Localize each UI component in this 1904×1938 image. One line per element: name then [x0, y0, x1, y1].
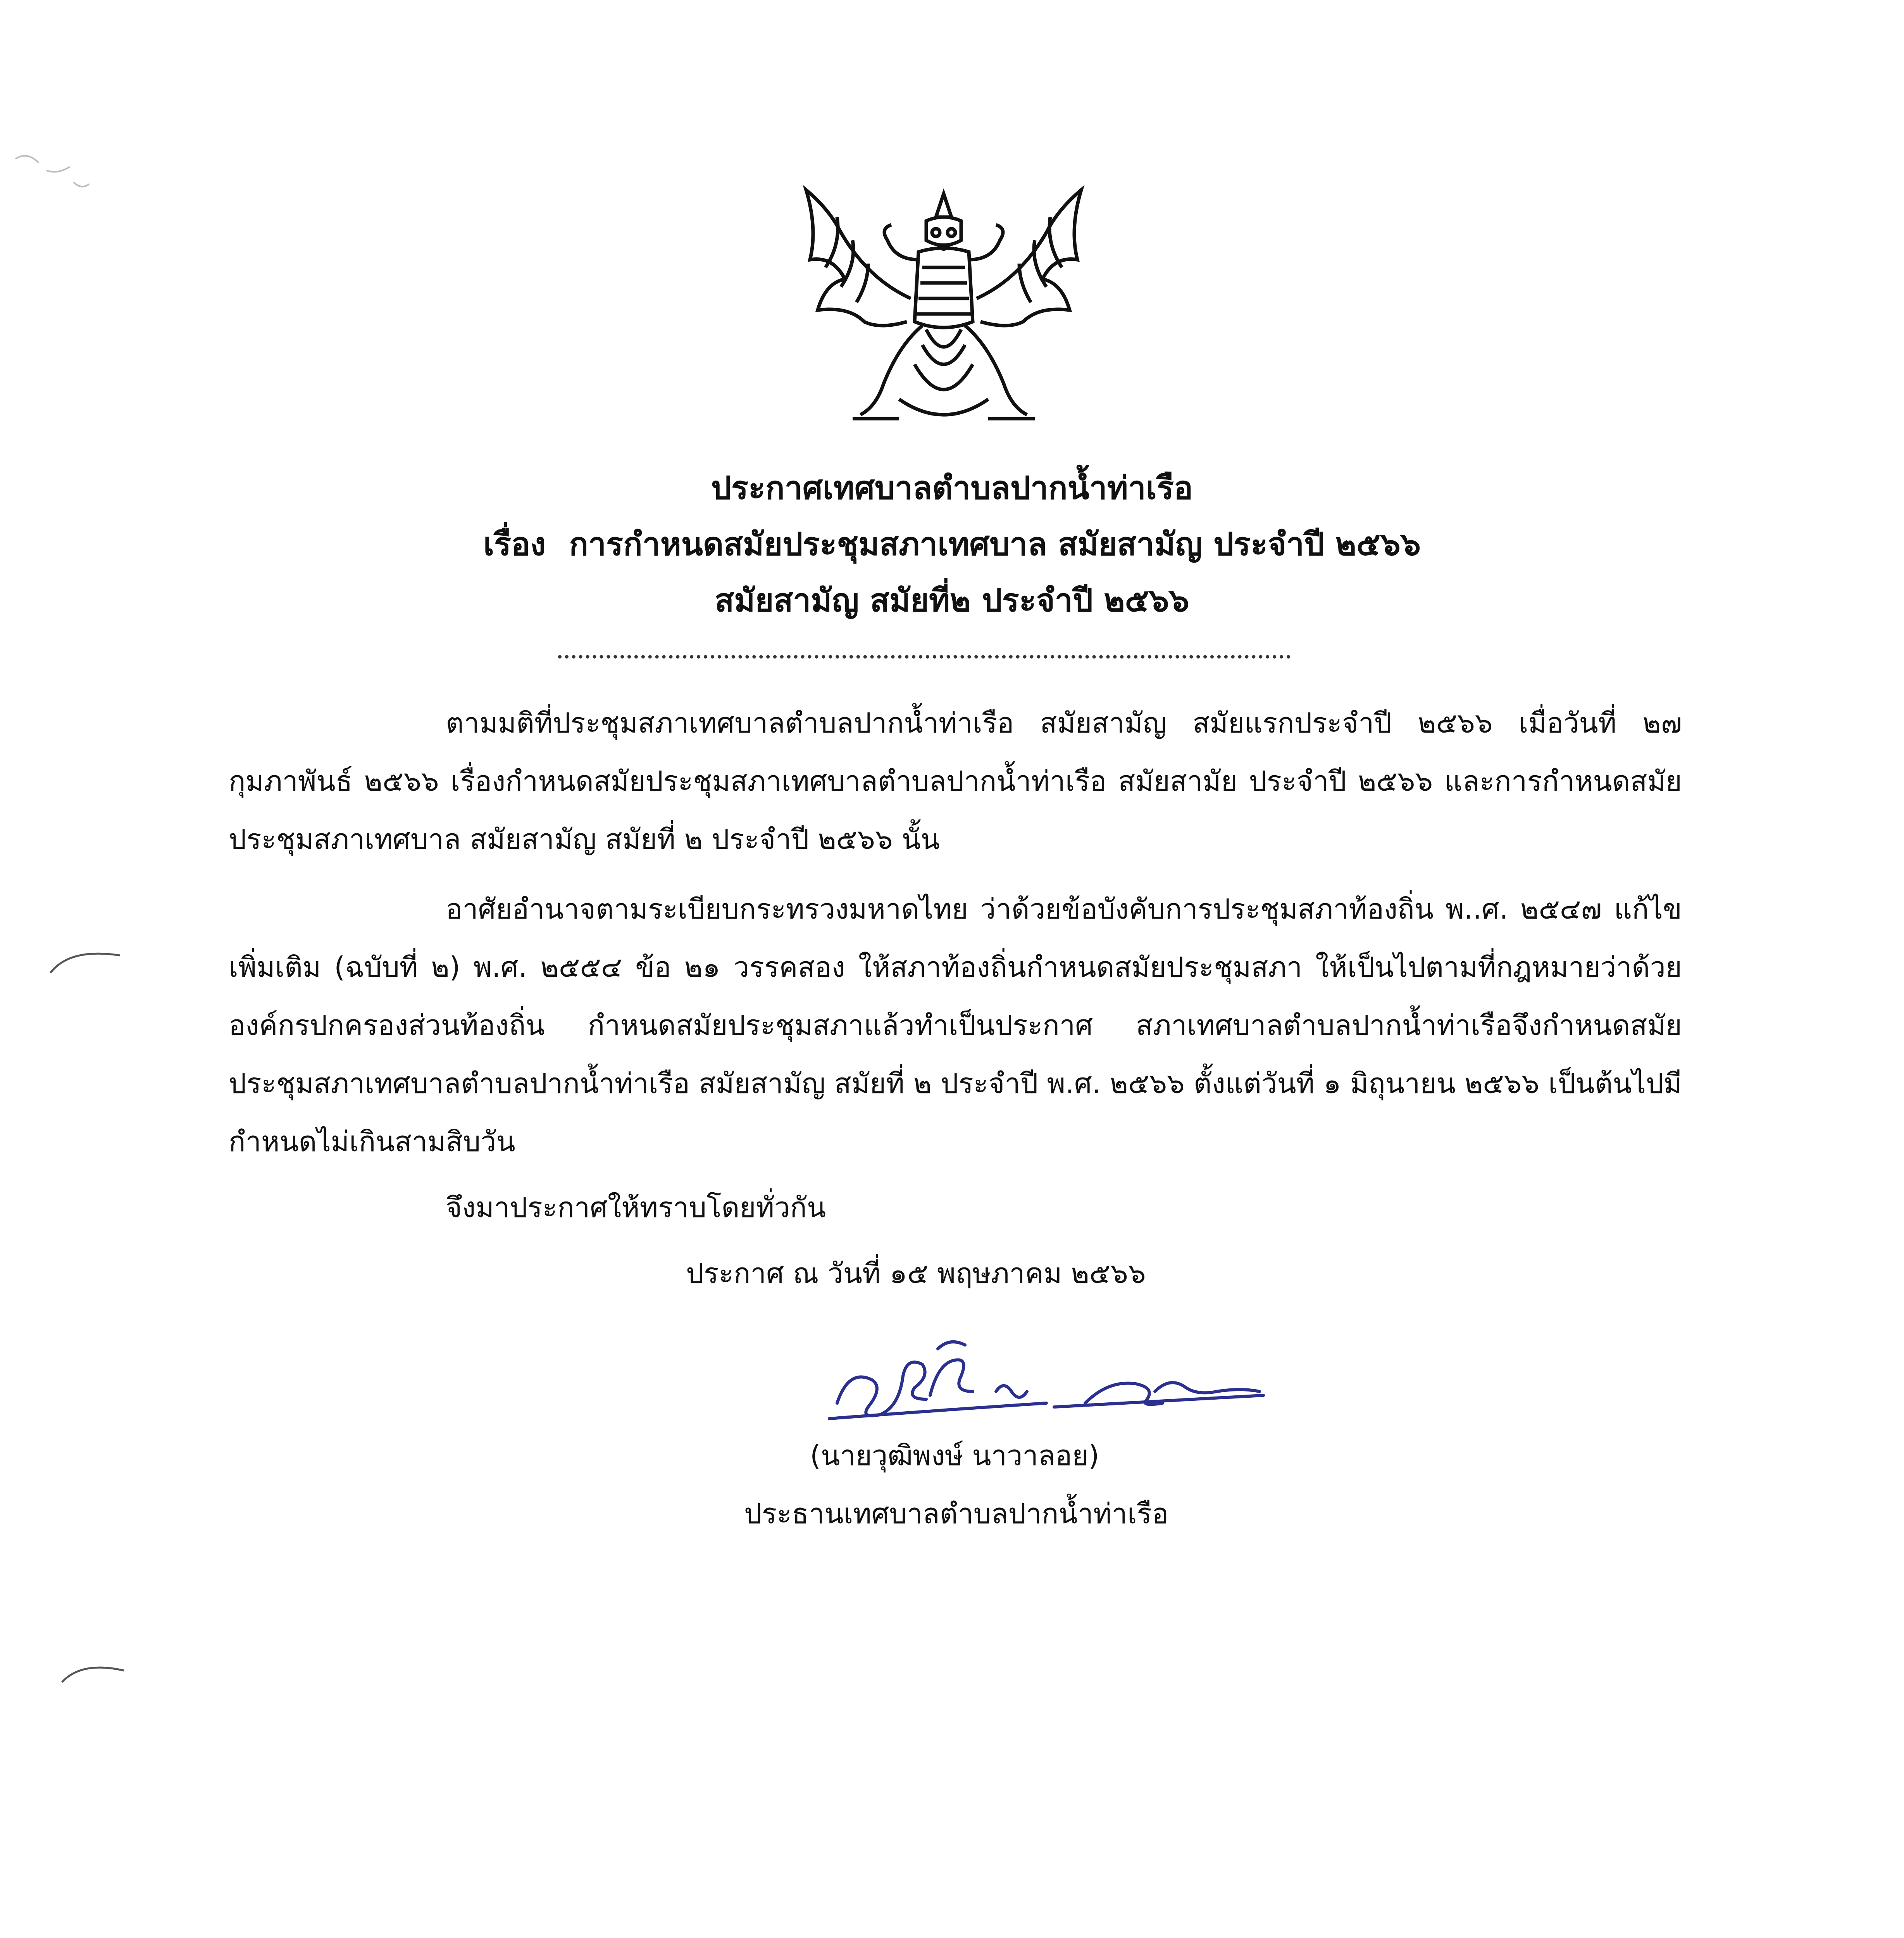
scan-scuff-mark: [12, 147, 97, 202]
body-paragraph-3: จึงมาประกาศให้ทราบโดยทั่วกัน: [446, 1191, 826, 1224]
session-line: สมัยสามัญ สมัยที่๒ ประจำปี ๒๕๖๖: [715, 582, 1189, 619]
handwritten-signature-icon: [814, 1333, 1279, 1434]
dotted-divider: [558, 655, 1291, 659]
signer-name: (นายวุฒิพงษ์ นาวาลอย): [810, 1439, 1099, 1472]
garuda-emblem-icon: [783, 182, 1104, 438]
subject-text: การกำหนดสมัยประชุมสภาเทศบาล สมัยสามัญ ประจำปี ๒๕๖๖: [569, 526, 1421, 563]
body-paragraph-2: อาศัยอำนาจตามระเบียบกระทรวงมหาดไทย ว่าด้วยข้อบังคับการประชุมสภาท้องถิ่น พ..ศ. ๒๕๔๗ แก้ไขเพิ่มเติม (ฉบับที่ ๒) พ.ศ. ๒๕๕๔ ข้อ ๒๑ วรรคสอง ให้สภาท้องถิ่นกำหนดสมัยประชุมสภา ให้เป็นไปตามที่กฎหมายว่าด้วยองค์กรปกครองส่วนท้องถิ่น กำหนดสมัยประชุมสภาแล้วทำเป็นประกาศ สภาเทศบาลตำบลปากน้ำท่าเรือจึงกำหนดสมัยประชุมสภาเทศบาลตำบลปากน้ำท่าเรือ สมัยสามัญ สมัยที่ ๒ ประจำปี พ.ศ. ๒๕๖๖ ตั้งแต่วันที่ ๑ มิถุนายน ๒๕๖๖ เป็นต้นไปมีกำหนดไม่เกินสามสิบวัน: [229, 893, 1682, 1158]
announcement-date: ประกาศ ณ วันที่ ๑๕ พฤษภาคม ๒๕๖๖: [686, 1257, 1146, 1290]
body-paragraph-1: ตามมติที่ประชุมสภาเทศบาลตำบลปากน้ำท่าเรือ สมัยสามัญ สมัยแรกประจำปี ๒๕๖๖ เมื่อวันที่ ๒๗ กุมภาพันธ์ ๒๕๖๖ เรื่องกำหนดสมัยประชุมสภาเทศบาลตำบลปากน้ำท่าเรือ สมัยสามัย ประจำปี ๒๕๖๖ และการกำหนดสมัยประชุมสภาเทศบาล สมัยสามัญ สมัยที่ ๒ ประจำปี ๒๕๖๖ นั้น: [229, 707, 1682, 855]
announcement-title: ประกาศเทศบาลตำบลปากน้ำท่าเรือ: [711, 470, 1193, 507]
signer-position: ประธานเทศบาลตำบลปากน้ำท่าเรือ: [744, 1497, 1169, 1530]
punch-hole-arc: [58, 1659, 128, 1686]
subject-line: [0, 525, 1904, 564]
punch-hole-arc: [47, 946, 124, 977]
subject-label: เรื่อง: [483, 526, 546, 563]
